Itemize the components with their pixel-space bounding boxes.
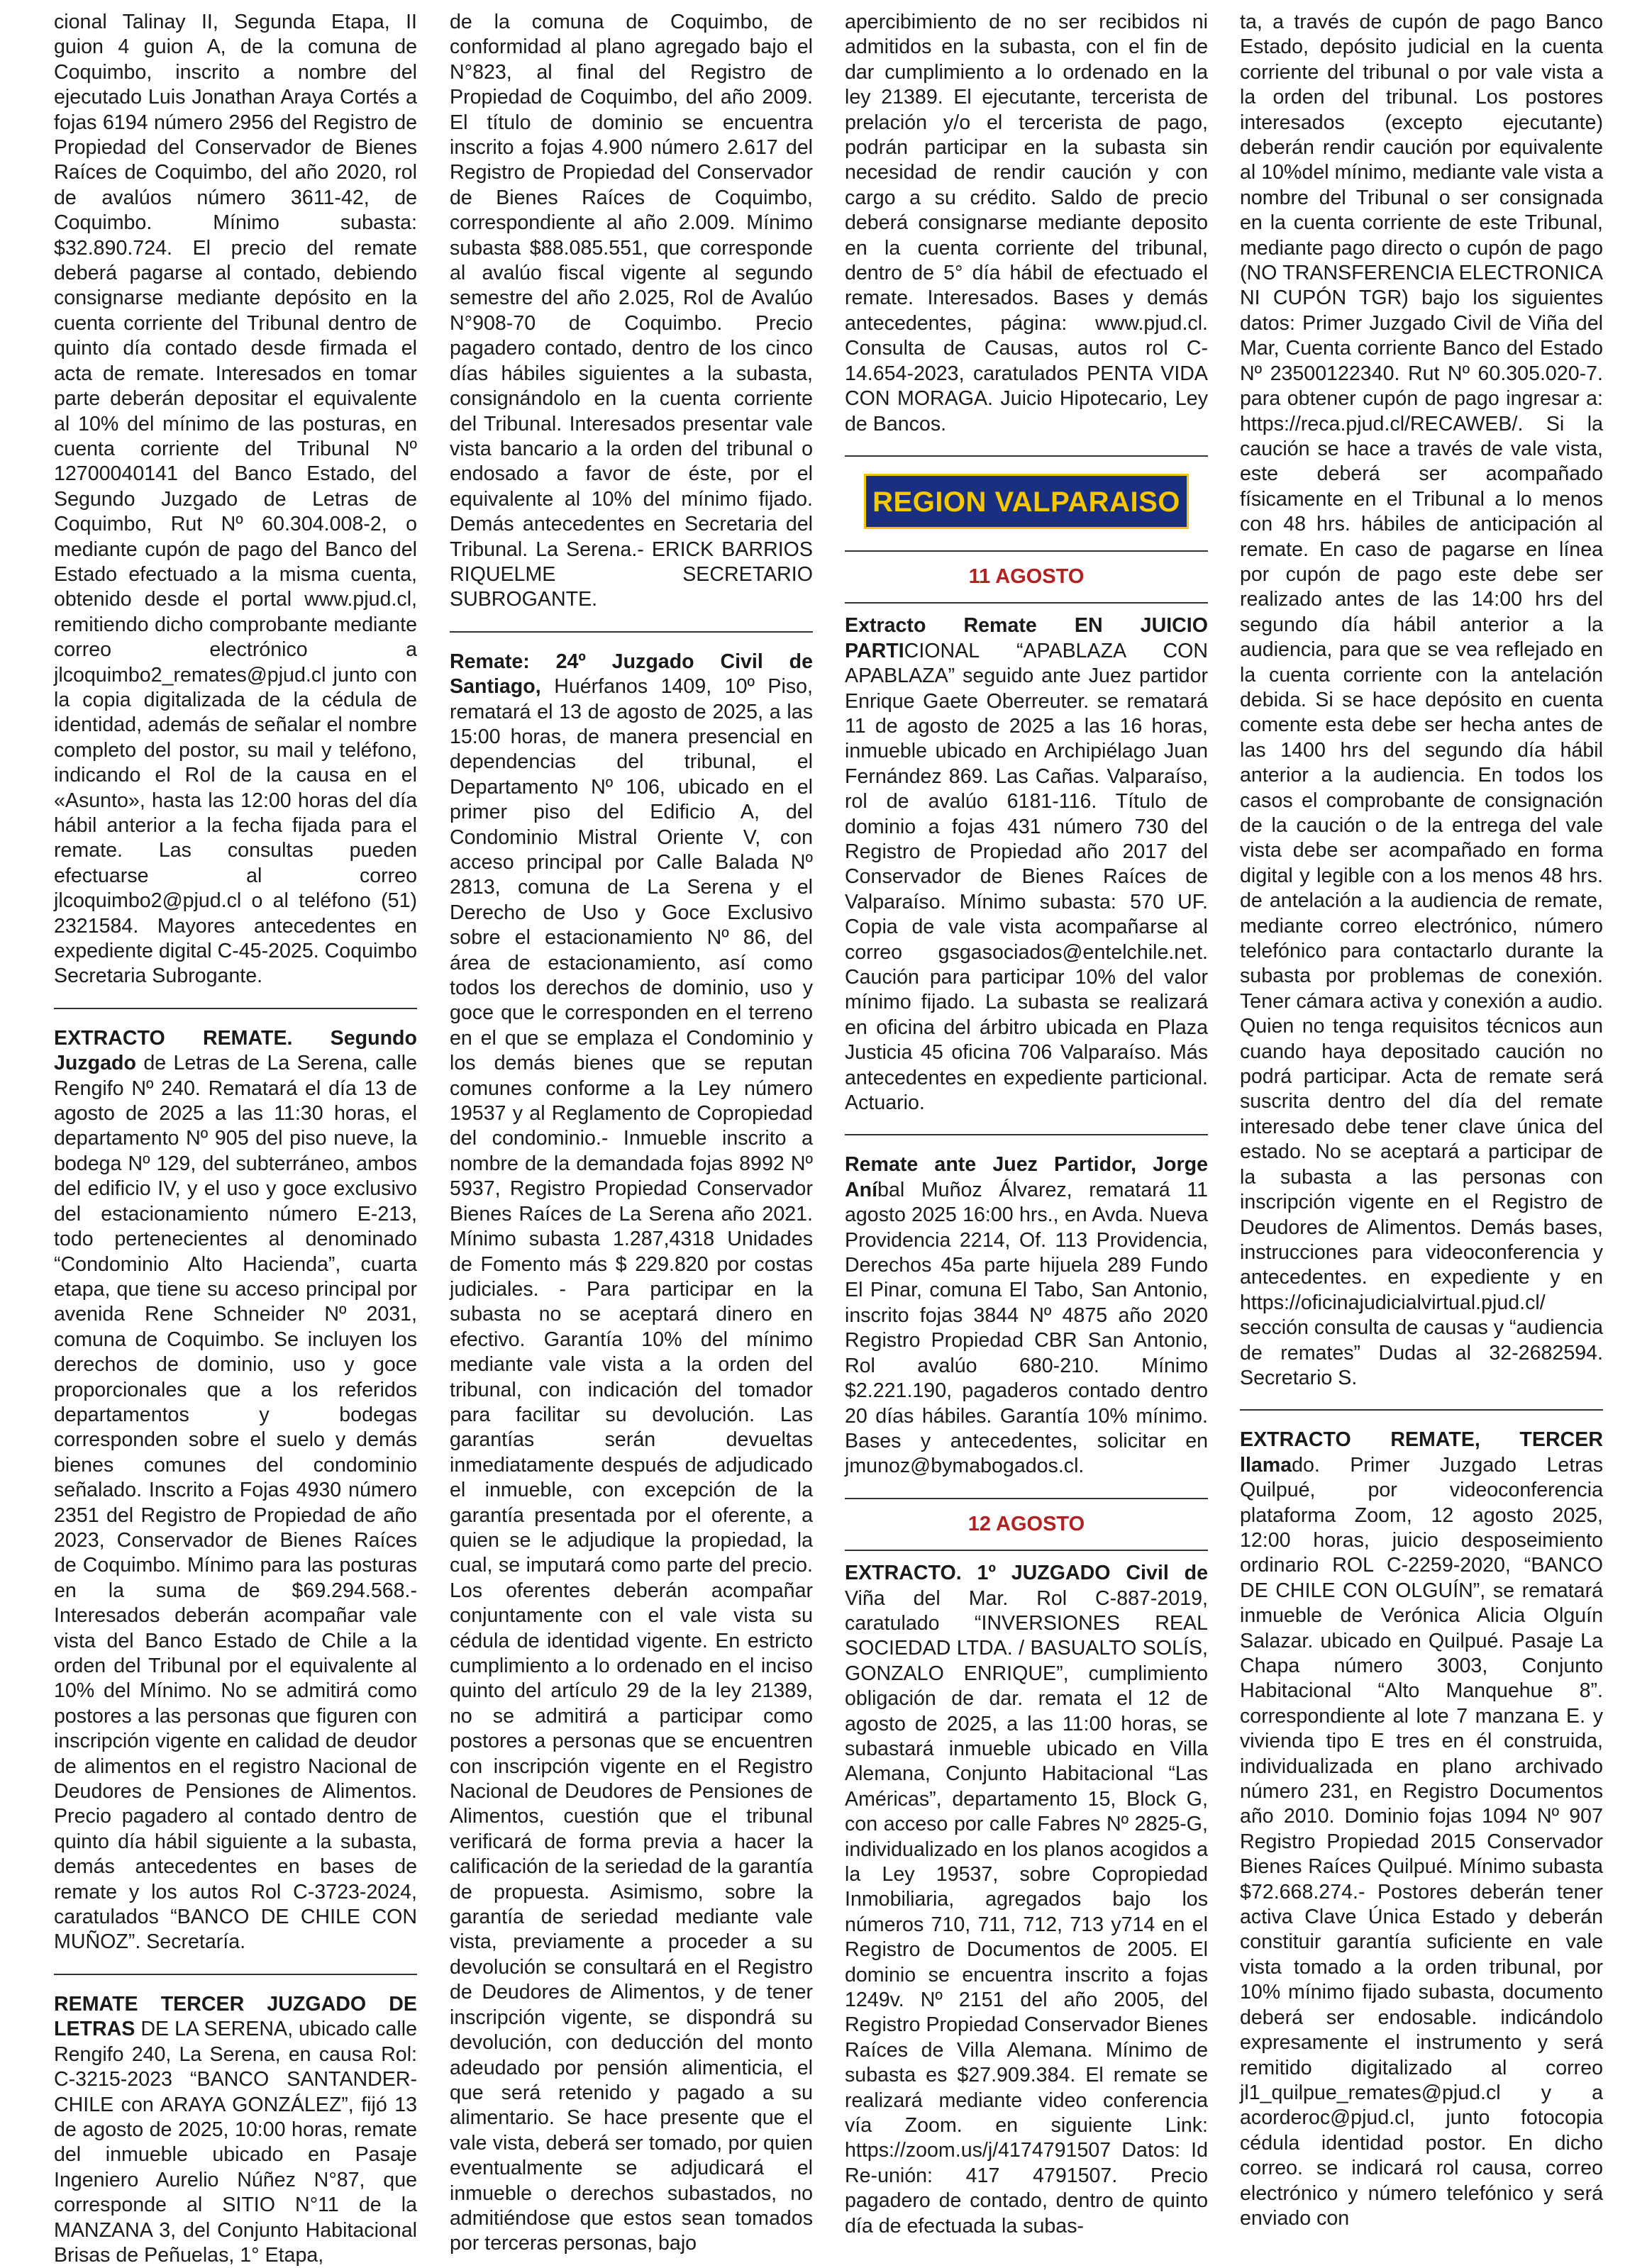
notice-remate-24-juzgado-civil [450, 650, 813, 2257]
notice-heading: EXTRACTO REMATE. Segundo Juzgado [54, 1026, 417, 1075]
section-divider [845, 1498, 1208, 1499]
notice-extracto-1-juzgado-civil [845, 1561, 1208, 2239]
column-2 [450, 10, 813, 2255]
column-4 [1240, 10, 1603, 2251]
notice-divider [845, 455, 1208, 457]
notice-body: de Letras de La Serena, calle Rengifo Nº 240. Rematará el día 13 de agosto de 2025 a las 11:30 horas, el departamento Nº 905 del piso nueve, la bodega Nº 129, del subterráneo, ambos del edificio IV, y el uso y goce exclusivo del estacionamiento número E-213, todo pertenecientes al denominado “Condominio Alto Hacienda”, cuarta etapa, que tiene su acceso principal por avenida Rene Schneider Nº 2031, comuna de Coquimbo. Se incluyen los derechos de dominio, uso y goce proporcionales que a los referidos departamentos y bodegas corresponden sobre el suelo y demás bienes comunes del condominio señalado. Inscrito a Fojas 4930 número 2351 del Registro de Propiedad de año 2023, Conservador de Bienes Raíces de Coquimbo. Mínimo para las posturas en la suma de $69.294.568.- Interesados deberán acompañar vale vista del Banco Estado de Chile a la orden del Tribunal por el equivalente al 10% del Mínimo. No se admitirá como postores a las personas que figuren con inscripción vigente en calidad de deudor de alimentos en el registro Nacional de Deudores de Pensiones de Alimentos. Precio pagadero al contado dentro de quinto día hábil siguiente a la subasta, demás antecedentes en bases de remate y los autos Rol C-3723-2024, caratulados “BANCO DE CHILE CON MUÑOZ”. Secretaría. [54, 1052, 417, 1954]
notice-body: do. Primer Juzgado Letras Quilpué, por videoconferencia plataforma Zoom, 12 agosto 2025, 12:00 horas, juicio desposeimiento ordinario ROL C-2259-2020, “BANCO DE CHILE CON OLGUÍN”, se rematará inmueble de Verónica Alicia Olguín Salazar. ubicado en Quilpué. Pasaje La Chapa número 3003, Conjunto Habitacional “Alto Manquehue 8”. correspondiente al lote 7 manzana E. y vivienda tipo E tres en él construida, individualizada en plano archivado número 231, en Registro Documentos año 2010. Dominio fojas 1094 Nº 907 Registro Propiedad 2015 Conservador Bienes Raíces Quilpué. Mínimo subasta $72.668.274.- Postores deberán tener activa Clave Única Estado y deberán constituir garantía suficiente en vale vista tomado a la orden tribunal, por 10% mínimo fijado subasta, documento deberá ser endosable. indicándolo expresamente el instrumento y será remitido digitalizado al correo jl1_quilpue_remates@pjud.cl y a acorderoc@pjud.cl, junto fotocopia cédula identidad postor. En dicho correo. se indicará rol causa, correo electrónico y número telefónico y será enviado con [1240, 1453, 1603, 2230]
notice-heading: REMATE TERCER JUZGADO DE LETRAS [54, 1992, 417, 2041]
notice-heading: EXTRACTO. 1º JUZGADO Civil de [845, 1562, 1208, 1585]
notice-continued: de la comuna de Coquimbo, de conformidad al plano agregado bajo el N°823, al final del Registro de Propiedad de Coquimbo, del año 2009. El título de dominio se encuentra inscrito a fojas 4.900 número 2.617 del Registro de Propiedad del Conservador de Bienes Raíces de Coquimbo, correspondiente al año 2.009. Mínimo subasta $88.085.551, que corresponde al avalúo fiscal vigente al segundo semestre del año 2.025, Rol de Avalúo N°908-70 de Coquimbo. Precio pagadero contado, dentro de los cinco días hábiles siguientes a la subasta, consignándolo en la cuenta corriente del Tribunal. Interesados presentar vale vista bancario a la orden del tribunal o endosado a favor de éste, por el equivalente al 10% del mínimo fijado. Demás antecedentes en Secretaria del Tribunal. La Serena.- ERICK BARRIOS RIQUELME SECRETARIO SUBROGANTE. [450, 11, 813, 611]
notice-heading: EXTRACTO REMATE, TERCER llama [1240, 1428, 1603, 1477]
notice-body: CIONAL “APABLAZA CON APABLAZA” seguido ante Juez partidor Enrique Gaete Oberreuter. se rematará 11 de agosto de 2025 a las 16 horas, inmueble ubicado en Archipiélago Juan Fernández 869. Las Cañas. Valparaíso, rol de avalúo 6181-116. Título de dominio a fojas 431 número 730 del Registro de Propiedad año 2017 del Conservador de Bienes Raíces de Valparaíso. Mínimo subasta: 570 UF. Copia de vale vista acompañarse al correo gsgasociados@entelchile.net. Caución para participar 10% del valor mínimo fijado. La subasta se realizará en oficina del árbitro ubicada en Plaza Justicia 45 oficina 706 Valparaíso. Más antecedentes en expediente particional. Actuario. [845, 639, 1208, 1115]
region-banner: REGION VALPARAISO [864, 474, 1189, 529]
notice-heading: Remate ante Juez Partidor, Jorge Aní [845, 1153, 1208, 1201]
notice-heading: Remate: 24º Juzgado Civil de Santiago, [450, 650, 813, 699]
date-heading: 11 AGOSTO [968, 565, 1085, 588]
notice-extracto-remate-juicio-particional [845, 613, 1208, 1116]
notice-body: Viña del Mar. Rol C-887-2019, caratulado “INVERSIONES REAL SOCIEDAD LTDA. / BASUALTO SOLÍS, GONZALO ENRIQUE”, cumplimiento obligación de dar. remata el 12 de agosto de 2025, a las 11:00 horas, se subastará inmueble ubicado en Villa Alemana, Conjunto Habitacional “Las Américas”, departamento 15, Block G, con acceso por calle Fabres Nº 2825-G, individualizado en los planos acogidos a la Ley 19537, sobre Copropiedad Inmobiliaria, agregados bajo los números 710, 711, 712, 713 y714 en el Registro de Documentos de 2005. El dominio se encuentra inscrito a fojas 1249v. Nº 2151 del año 2005, del Registro Propiedad Conservador Bienes Raíces de Villa Alemana. Mínimo de subasta es $27.909.384. El remate se realizará mediante video conferencia vía Zoom. en siguiente Link: https://zoom.us/j/4174791507 Datos: Id Re-unión: 417 4791507. Precio pagadero de contado, dentro de quinto día de efectuada la subas- [845, 1586, 1208, 2238]
notice-extracto-remate-tercer-llamado [1240, 1428, 1603, 2231]
notice-body: bal Muñoz Álvarez, rematará 11 agosto 2025 16:00 hrs., en Avda. Nueva Providencia 2214, Of. 113 Providencia, Derechos 45a parte hijuela 289 Fundo El Pinar, comuna El Tabo, San Antonio, inscrito fojas 3844 Nº 4875 año 2020 Registro Propiedad CBR San Antonio, Rol avalúo 680-210. Mínimo $2.221.190, pagaderos contado dentro 20 días hábiles. Garantía 10% mínimo. Bases y antecedentes, solicitar en jmunoz@bymabogados.cl. [845, 1178, 1208, 1478]
section-divider [845, 602, 1208, 604]
date-heading: 12 AGOSTO [967, 1512, 1085, 1535]
notice-continued: ta, a través de cupón de pago Banco Estado, depósito judicial en la cuenta corriente del tribunal o por vale vista a la orden del tribunal. Los postores interesados (excepto ejecutante) deberán rendir caución por equivalente al 10%del mínimo, mediante vale vista a nombre del Tribunal o ser consignada en la cuenta corriente de este Tribunal, mediante pago directo o cupón de pago (NO TRANSFERENCIA ELECTRONICA NI CUPÓN TGR) bajo los siguientes datos: Primer Juzgado Civil de Viña del Mar, Cuenta corriente Banco del Estado Nº 23500122340. Rut Nº 60.305.020-7. para obtener cupón de pago ingresar a: https://reca.pjud.cl/RECAWEB/. Si la caución se hace a través de vale vista, este deberá ser acompañado físicamente en el Tribunal a lo menos con 48 hrs. hábiles de anticipación al remate. En caso de pagarse en línea por cupón de pago este debe ser realizado antes de las 14:00 hrs del segundo día hábil anterior a la audiencia, para que se vea reflejado en la cuenta corriente con la antelación debida. Si se hace depósito en cuenta comente esta debe ser hecha antes de las 1400 hrs del segundo día hábil anterior a la audiencia. En todos los casos el comprobante de consignación de la caución o de la entrega del vale vista debe ser acompañado en forma digital y legible con a los menos 48 hrs. de antelación a la audiencia de remate, mediante correo electrónico, número telefónico para contactarlo durante la subasta por problemas de conexión. Tener cámara activa y conexión a audio. Quien no tenga requisitos técnicos aun cuando haya depositado caución no podrá participar. Acta de remate será suscrita dentro del día del remate interesado debe tener clave única del estado. No se aceptará a participar de la subasta a las personas con inscripción vigente en el Registro de Deudores de Alimentos. Demás bases, instrucciones para videoconferencia y antecedentes. en expediente y en https://oficinajudicialvirtual.pjud.cl/ sección consulta de causas y “audiencia de remates” Dudas al 32-2682594. Secretario S. [1240, 11, 1603, 1389]
notice-remate-tercer-juzgado [54, 1992, 417, 2268]
notice-divider [1240, 1409, 1603, 1411]
notice-extracto-remate-segundo-juzgado [54, 1026, 417, 1955]
section-divider [845, 1550, 1208, 1551]
notice-continued: apercibimiento de no ser recibidos ni admitidos en la subasta, con el fin de dar cumplimiento a lo ordenado en la ley 21389. El ejecutante, tercerista de prelación y/o el tercerista de pago, podrán participar en la subasta sin necesidad de rendir caución y con cargo a su crédito. Saldo de precio deberá consignarse mediante deposito en la cuenta corriente del tribunal, dentro de 5° día hábil de efectuado el remate. Interesados. Bases y demás antecedentes, página: www.pjud.cl. Consulta de Causas, autos rol C-14.654-2023, caratulados PENTA VIDA CON MORAGA. Juicio Hipotecario, Ley de Bancos. [845, 11, 1208, 435]
notice-continued: cional Talinay II, Segunda Etapa, II guion 4 guion A, de la comuna de Coquimbo, inscrito a nombre del ejecutado Luis Jonathan Araya Cortés a fojas 6194 número 2956 del Registro de Propiedad del Conservador de Bienes Raíces de Coquimbo, del año 2020, rol de avalúos número 3611-42, de Coquimbo. Mínimo subasta: $32.890.724. El precio del remate deberá pagarse al contado, debiendo consignarse mediante depósito en la cuenta corriente del Tribunal dentro de quinto día contado desde firmada el acta de remate. Interesados en tomar parte deberán depositar el equivalente al 10% del mínimo de las posturas, en cuenta corriente del Tribunal Nº 12700040141 del Banco Estado, del Segundo Juzgado de Letras de Coquimbo, Rut Nº 60.304.008-2, o mediante cupón de pago del Banco del Estado efectuado a la misma cuenta, obtenido desde el portal www.pjud.cl, remitiendo dicho comprobante mediante correo electrónico a jlcoquimbo2_remates@pjud.cl junto con la copia digitalizada de la cédula de identidad, además de señalar el nombre completo del postor, su mail y teléfono, indicando el Rol de la causa en el «Asunto», hasta las 12:00 horas del día hábil anterior a la fecha fijada para el remate. Las consultas pueden efectuarse al correo jlcoquimbo2@pjud.cl o al teléfono (51) 2321584. Mayores antecedentes en expediente digital C-45-2025. Coquimbo Secretaria Subrogante. [54, 11, 417, 988]
notice-divider [54, 1008, 417, 1009]
column-1 [54, 10, 417, 2267]
notice-heading: Extracto Remate EN JUICIO PARTI [845, 614, 1208, 662]
notice-remate-juez-partidor [845, 1152, 1208, 1479]
notice-divider [845, 1134, 1208, 1135]
notice-body: DE LA SERENA, ubicado calle Rengifo 240, La Serena, en causa Rol: C-3215-2023 “BANCO SANTANDER- CHILE con ARAYA GONZÁLEZ”, fijó 13 de agosto de 2025, 10:00 horas, remate del inmueble ubicado en Pasaje Ingeniero Aurelio Núñez N°87, que corresponde al SITIO N°11 de la MANZANA 3, del Conjunto Habitacional Brisas de Peñuelas, 1° Etapa, [54, 2018, 417, 2267]
notice-body: Huérfanos 1409, 10º Piso, rematará el 13 de agosto de 2025, a las 15:00 horas, de manera presencial en dependencias del tribunal, el Departamento Nº 106, ubicado en el primer piso del Edificio A, del Condominio Mistral Oriente V, con acceso principal por Calle Balada Nº 2813, comuna de La Serena y el Derecho de Uso y Goce Exclusivo sobre el estacionamiento Nº 86, del área de estacionamiento, así como todos los derechos de dominio, uso y goce que le corresponden en el terreno en el que se emplaza el Condominio y los demás bienes que se reputan comunes conforme a la Ley número 19537 y al Reglamento de Copropiedad del condominio.- Inmueble inscrito a nombre de la demandada fojas 8992 Nº 5937, Registro Propiedad Conservador Bienes Raíces de La Serena año 2021. Mínimo subasta 1.287,4318 Unidades de Fomento más $ 229.820 por costas judiciales. - Para participar en la subasta no se aceptará dinero en efectivo. Garantía 10% del mínimo mediante vale vista a la orden del tribunal, con indicación del tomador para facilitar su devolución. Las garantías serán devueltas inmediatamente después de adjudicado el inmueble, con excepción de la garantía presentada por el oferente, a quien se le adjudique la propiedad, la cual, se imputará como parte del precio. Los oferentes deberán acompañar conjuntamente con el vale vista su cédula de identidad vigente. En estricto cumplimiento a lo ordenado en el inciso quinto del artículo 29 de la ley 21389, no se admitirá a participar como postores a personas que se encuentren con inscripción vigente en el Registro Nacional de Deudores de Pensiones de Alimentos, cuestión que el tribunal verificará de forma previa a hacer la calificación de la seriedad de la garantía de propuesta. Asimismo, sobre la garantía de seriedad mediante vale vista, previamente a proceder a su devolución se consultará en el Registro de Deudores de Alimentos, y de tener inscripción vigente, se dispondrá su devolución, con deducción del monto adeudado por pensión alimenticia, el que será retenido y pagado a su alimentario. Se hace presente que el vale vista, deberá ser tomado, por quien eventualmente se adjudicará el inmueble o derechos subastados, no admitiéndose que estos sean tomados por terceras personas, bajo [450, 675, 813, 2255]
notice-divider [450, 631, 813, 633]
section-divider [845, 550, 1208, 552]
column-3 [845, 10, 1208, 2251]
notice-divider [54, 1974, 417, 1975]
